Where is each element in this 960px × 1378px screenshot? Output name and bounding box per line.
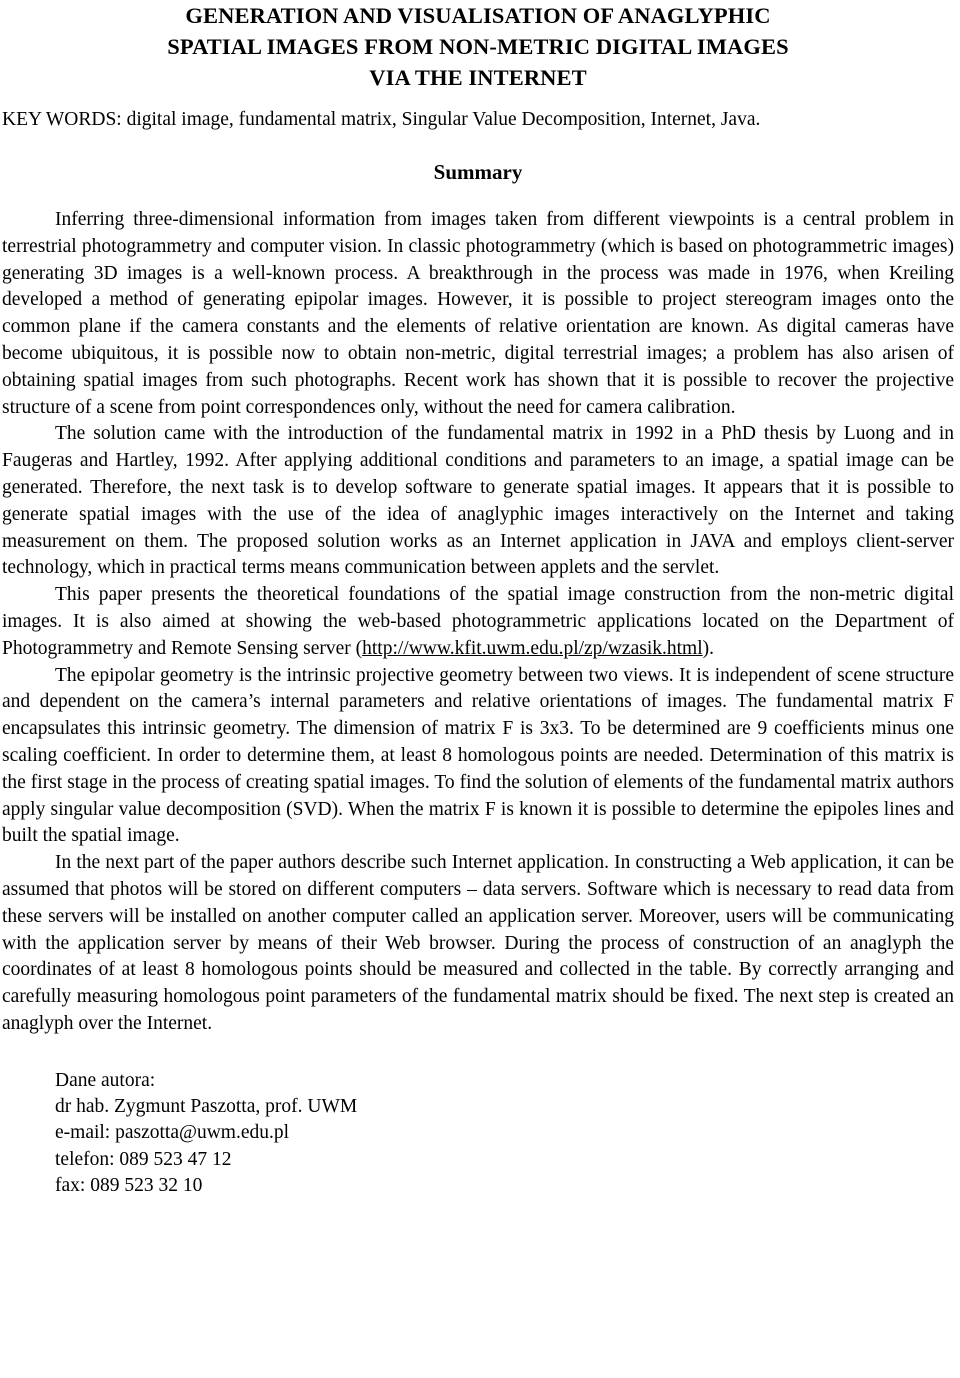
paragraph-5: In the next part of the paper authors describe such Internet application. In constructing a Web application, it can be assumed that photos will be stored on different computers – data servers. Software which is necessary to read data from these servers will be installed on another computer called an application server. Moreover, users will be communicating with the application server by means of their Web browser. During the process of construction of an anaglyph the coordinates of at least 8 homologous points should be measured and collected in the table. By correctly arranging and carefully measuring homologous point parameters of the fundamental matrix should be fixed. The next step is created an anaglyph over the Internet. — [2, 852, 954, 1034]
summary-heading: Summary — [433, 160, 523, 184]
server-link-close-paren: ). — [702, 637, 715, 659]
paragraph-1: Inferring three-dimensional information from images taken from different viewpoints is a central problem in terrestrial photogrammetry and computer vision. In classic photogrammetry (which is based on photogrammetric images) generating 3D images is a well-known process. A breakthrough in the process was made in 1976, when Kreiling developed a method of generating epipolar images. However, it is possible to project stereogram images onto the common plane if the camera constants and the elements of relative orientation are known. As digital cameras have become ubiquitous, it is possible now to obtain non-metric, digital terrestrial images; a problem has also arisen of obtaining spatial images from such photographs. Recent work has shown that it is possible to recover the projective structure of a scene from point correspondences only, without the need for camera calibration. — [2, 209, 954, 418]
paragraph-3-text: This paper presents the theoretical foundations of the spatial image construction from the non-metric digital images. It is also aimed at showing the web-based photogrammetric applications located on the Department of Photogrammetry and Remote Sensing server — [2, 584, 954, 659]
author-phone: telefon: 089 523 47 12 — [55, 1148, 232, 1170]
title-line-2: SPATIAL IMAGES FROM NON-METRIC DIGITAL IMAGES — [167, 34, 789, 59]
paragraph-4: The epipolar geometry is the intrinsic projective geometry between two views. It is independent of scene structure and dependent on the camera’s internal parameters and relative orientations of images. The fundamental matrix F encapsulates this intrinsic geometry. The dimension of matrix F is 3x3. To be determined are 9 coefficients minus one scaling coefficient. In order to determine them, at least 8 homologous points are needed. Determination of this matrix is the first stage in the process of creating spatial images. To find the solution of elements of the fundamental matrix authors apply singular value decomposition (SVD). When the matrix F is known it is possible to determine the epipoles lines and built the spatial image. — [2, 664, 954, 847]
server-link[interactable]: http://www.kfit.uwm.edu.pl/zp/wzasik.html — [362, 637, 703, 659]
title-line-3: VIA THE INTERNET — [369, 65, 587, 90]
paper-title — [2, 0, 954, 93]
title-line-1: GENERATION AND VISUALISATION OF ANAGLYPHIC — [185, 3, 771, 28]
author-fax: fax: 089 523 32 10 — [55, 1174, 203, 1196]
summary-body — [2, 207, 954, 1038]
keywords: KEY WORDS: digital image, fundamental matrix, Singular Value Decomposition, Internet, Java. — [2, 109, 761, 130]
author-heading: Dane autora: — [55, 1069, 156, 1091]
author-name: dr hab. Zygmunt Paszotta, prof. UWM — [55, 1096, 358, 1117]
server-link-open-paren: ( — [355, 637, 363, 659]
paragraph-3 — [2, 582, 954, 662]
author-email: e-mail: paszotta@uwm.edu.pl — [55, 1122, 290, 1144]
author-details — [55, 1068, 954, 1199]
paragraph-2: The solution came with the introduction of the fundamental matrix in 1992 in a PhD thesis by Luong and in Faugeras and Hartley, 1992. After applying additional conditions and parameters to an image, a spatial image can be generated. Therefore, the next task is to develop software to generate spatial images. It appears that it is possible to generate spatial images with the use of the idea of anaglyphic images interactively on the Internet and taking measurement on them. The proposed solution works as an Internet application in JAVA and employs client-server technology, which in practical terms means communication between applets and the servlet. — [2, 423, 954, 579]
